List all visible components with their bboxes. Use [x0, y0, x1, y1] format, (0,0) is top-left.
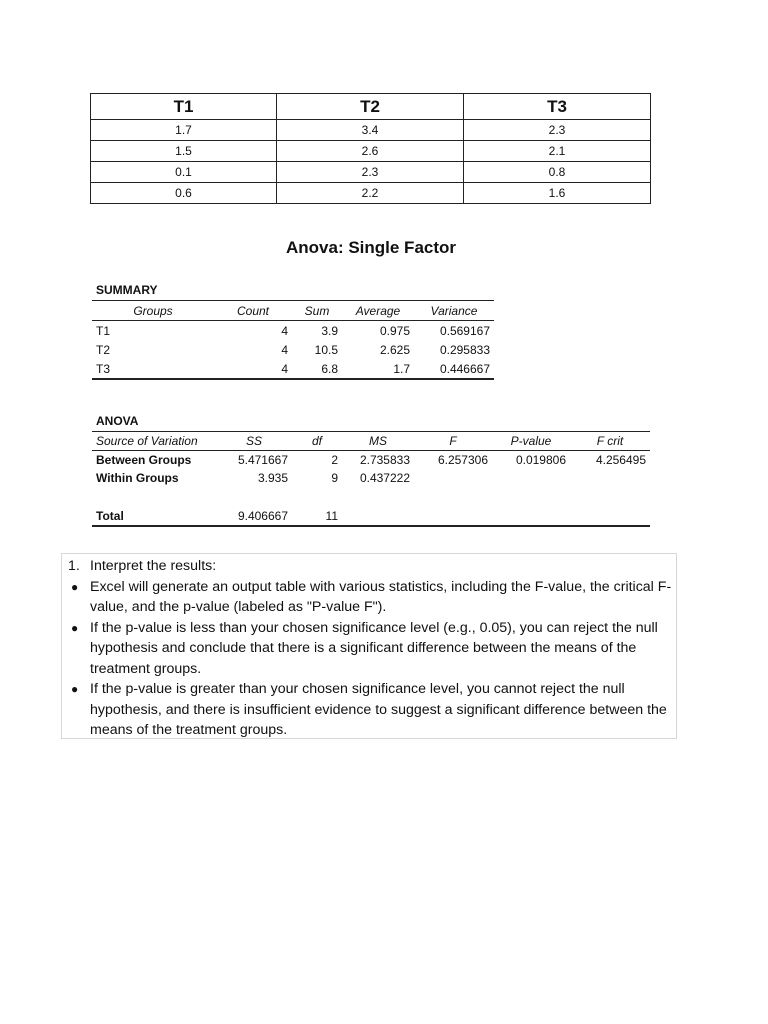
table-cell: Within Groups	[96, 471, 179, 485]
anova-header-source: Source of Variation	[92, 432, 216, 451]
bullet-text: If the p-value is less than your chosen significance level (e.g., 0.05), you can reject the null hypothesis and conclude that there is a significant difference between the means of the treatment groups.	[90, 619, 658, 677]
bullet-icon: ●	[71, 682, 79, 696]
table-cell: 2.1	[464, 141, 651, 162]
header-t1: T1	[91, 94, 277, 120]
table-cell: 2.735833	[359, 453, 410, 467]
table-cell: 5.471667	[237, 453, 288, 467]
table-cell: 0.019806	[515, 453, 566, 467]
table-cell	[342, 507, 414, 526]
table-cell: 4	[214, 359, 292, 379]
table-cell: Between Groups	[96, 453, 192, 467]
interpretation-bullets	[68, 577, 672, 741]
table-cell	[414, 469, 492, 487]
table-cell: 4.256495	[595, 453, 646, 467]
table-cell: 2.625	[379, 342, 410, 357]
table-cell: 1.7	[342, 359, 414, 379]
bullet-icon: ●	[71, 579, 79, 594]
summary-header-row	[92, 301, 494, 321]
anova-title: Anova: Single Factor	[285, 238, 457, 257]
step-text: Interpret the results:	[90, 558, 217, 574]
table-row	[92, 340, 494, 359]
table-cell: 3.4	[277, 120, 464, 141]
table-cell: 2.3	[464, 120, 651, 141]
table-cell: 0.295833	[439, 342, 490, 357]
treatment-data-table	[90, 93, 651, 204]
table-cell: 11	[292, 507, 342, 526]
table-cell: 0.1	[91, 162, 277, 183]
table-cell: T3	[92, 359, 214, 379]
table-row	[91, 120, 651, 141]
table-cell	[570, 469, 650, 487]
table-cell: 1.6	[464, 183, 651, 204]
anova-table	[92, 431, 650, 527]
summary-header-variance: Variance	[414, 301, 494, 321]
interpretation-box	[61, 553, 677, 739]
table-cell: 2	[331, 453, 338, 467]
table-row	[91, 141, 651, 162]
bullet-icon: ●	[71, 620, 79, 635]
header-t2: T2	[277, 94, 464, 120]
data-table-header-row	[91, 94, 651, 120]
table-row	[92, 321, 494, 341]
list-item	[68, 679, 672, 741]
table-cell: Total	[92, 507, 216, 526]
table-row	[92, 469, 650, 487]
table-cell: 0.446667	[414, 359, 494, 379]
list-item	[68, 556, 672, 577]
table-row	[91, 183, 651, 204]
table-cell: 10.5	[314, 342, 338, 357]
table-cell: 0.975	[379, 323, 410, 338]
table-cell: 3.9	[321, 323, 338, 338]
table-cell: T2	[96, 342, 111, 357]
bullet-text: Excel will generate an output table with various statistics, including the F-value, the critical F-value, and the p-value (labeled as "P-value F").	[90, 578, 672, 615]
list-item	[68, 618, 672, 680]
summary-header-sum: Sum	[292, 301, 342, 321]
table-cell: 2.6	[277, 141, 464, 162]
anova-header-f: F	[414, 432, 492, 451]
table-cell	[570, 507, 650, 526]
table-cell	[492, 469, 570, 487]
table-row	[92, 359, 494, 379]
table-cell: T1	[96, 323, 111, 338]
summary-header-average: Average	[342, 301, 414, 321]
anova-header-p-value: P-value	[492, 432, 570, 451]
table-row-total	[92, 507, 650, 526]
anova-header-f-crit: F crit	[570, 432, 650, 451]
anova-header-ms: MS	[342, 432, 414, 451]
table-cell: 1.5	[91, 141, 277, 162]
table-cell: 0.6	[91, 183, 277, 204]
summary-header-groups: Groups	[92, 301, 214, 321]
table-cell	[414, 507, 492, 526]
table-cell: 0.569167	[439, 323, 490, 338]
summary-header-count: Count	[214, 301, 292, 321]
table-cell: 1.7	[91, 120, 277, 141]
table-cell: 2.2	[277, 183, 464, 204]
interpretation-steps	[68, 556, 672, 577]
table-cell: 0.8	[464, 162, 651, 183]
table-cell: 2.3	[277, 162, 464, 183]
table-cell: 9	[331, 471, 338, 485]
table-cell: 0.437222	[359, 471, 410, 485]
table-row	[92, 451, 650, 470]
table-cell: 6.257306	[437, 453, 488, 467]
summary-label: SUMMARY	[96, 283, 158, 297]
list-item	[68, 577, 672, 618]
table-cell	[492, 507, 570, 526]
table-cell: 6.8	[292, 359, 342, 379]
anova-header-row	[92, 432, 650, 451]
table-cell: 4	[281, 342, 288, 357]
bullet-text: If the p-value is greater than your chosen significance level, you cannot reject the null hypothesis, and there is insufficient evidence to suggest a significant difference between the means of the treatment groups.	[90, 681, 667, 738]
anova-label: ANOVA	[96, 414, 139, 428]
table-cell: 4	[281, 323, 288, 338]
anova-header-df: df	[292, 432, 342, 451]
summary-table	[92, 300, 494, 380]
table-row-spacer	[92, 487, 650, 507]
anova-header-ss: SS	[216, 432, 292, 451]
table-row	[91, 162, 651, 183]
table-cell: 3.935	[257, 471, 288, 485]
table-cell: 9.406667	[216, 507, 292, 526]
step-number: 1.	[68, 558, 80, 574]
header-t3: T3	[464, 94, 651, 120]
